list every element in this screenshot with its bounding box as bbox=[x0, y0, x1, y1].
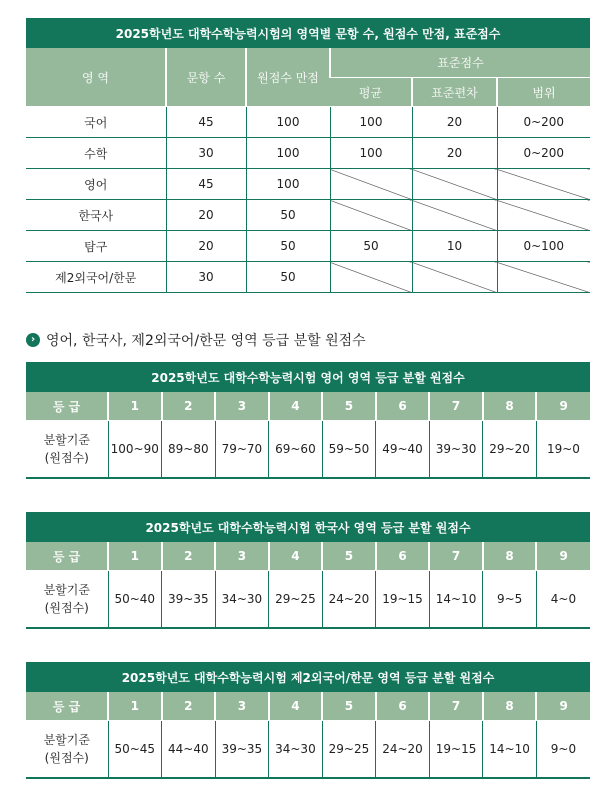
grade-header: 7 bbox=[429, 392, 483, 421]
criteria-sub: (원점수) bbox=[44, 751, 89, 765]
grade-header: 5 bbox=[322, 692, 376, 721]
cell-mean bbox=[330, 262, 412, 293]
cut-cell: 19~15 bbox=[429, 721, 483, 779]
cut-cell: 19~0 bbox=[536, 421, 590, 479]
grade-header: 9 bbox=[536, 692, 590, 721]
cell-max: 50 bbox=[246, 231, 330, 262]
cut-cell: 79~70 bbox=[215, 421, 269, 479]
cell-sd: 10 bbox=[412, 231, 497, 262]
cut-cell: 34~30 bbox=[269, 721, 323, 779]
grade-header: 2 bbox=[162, 692, 216, 721]
grade-header: 1 bbox=[108, 692, 162, 721]
header-area: 영 역 bbox=[26, 48, 166, 107]
header-mean: 평균 bbox=[330, 78, 412, 107]
section-heading bbox=[26, 330, 366, 350]
criteria-text: 분할기준 bbox=[43, 433, 90, 447]
header-sd: 표준편차 bbox=[412, 78, 497, 107]
table-title: 2025학년도 대학수학능력시험 제2외국어/한문 영역 등급 분할 원점수 bbox=[26, 662, 590, 692]
cell-mean: 100 bbox=[330, 138, 412, 169]
cell-max: 50 bbox=[246, 200, 330, 231]
grade-header: 7 bbox=[429, 692, 483, 721]
cell-area: 영어 bbox=[26, 169, 166, 200]
cell-mean bbox=[330, 200, 412, 231]
grade-header: 6 bbox=[376, 542, 430, 571]
cell-items: 45 bbox=[166, 107, 246, 138]
cut-cell: 29~25 bbox=[322, 721, 376, 779]
grade-label: 등 급 bbox=[26, 542, 108, 571]
cell-range bbox=[497, 262, 590, 293]
cut-cell: 39~35 bbox=[215, 721, 269, 779]
criteria-label bbox=[26, 571, 108, 629]
cut-cell: 89~80 bbox=[162, 421, 216, 479]
cell-mean bbox=[330, 169, 412, 200]
criteria-label bbox=[26, 721, 108, 779]
grade-header: 4 bbox=[269, 542, 323, 571]
cut-cell: 50~45 bbox=[108, 721, 162, 779]
cell-area: 제2외국어/한문 bbox=[26, 262, 166, 293]
grade-header: 6 bbox=[376, 392, 430, 421]
cell-sd bbox=[412, 169, 497, 200]
grade-header: 8 bbox=[483, 542, 537, 571]
criteria-text: 분할기준 bbox=[43, 733, 90, 747]
table-title: 2025학년도 대학수학능력시험의 영역별 문항 수, 원점수 만점, 표준점수 bbox=[26, 18, 590, 48]
cut-cell: 39~35 bbox=[162, 571, 216, 629]
cell-sd bbox=[412, 262, 497, 293]
grade-header: 4 bbox=[269, 692, 323, 721]
cell-area: 수학 bbox=[26, 138, 166, 169]
grade-header: 1 bbox=[108, 542, 162, 571]
cell-area: 한국사 bbox=[26, 200, 166, 231]
cut-cell: 29~25 bbox=[269, 571, 323, 629]
grade-header: 3 bbox=[215, 692, 269, 721]
grade-header: 9 bbox=[536, 392, 590, 421]
cut-cell: 24~20 bbox=[322, 571, 376, 629]
cut-cell: 69~60 bbox=[269, 421, 323, 479]
cell-range bbox=[497, 200, 590, 231]
grade-header: 9 bbox=[536, 542, 590, 571]
cell-max: 50 bbox=[246, 262, 330, 293]
grade-header: 4 bbox=[269, 392, 323, 421]
cell-items: 20 bbox=[166, 200, 246, 231]
cut-cell: 50~40 bbox=[108, 571, 162, 629]
table-row bbox=[26, 200, 590, 231]
cut-cell: 14~10 bbox=[429, 571, 483, 629]
cell-sd: 20 bbox=[412, 138, 497, 169]
grade-header: 8 bbox=[483, 692, 537, 721]
cut-cell: 34~30 bbox=[215, 571, 269, 629]
grade-header: 5 bbox=[322, 392, 376, 421]
table-row bbox=[26, 571, 590, 629]
cut-cell: 24~20 bbox=[376, 721, 430, 779]
grade-header: 5 bbox=[322, 542, 376, 571]
cell-range: 0~200 bbox=[497, 107, 590, 138]
cut-cell: 100~90 bbox=[108, 421, 162, 479]
grade-header: 3 bbox=[215, 542, 269, 571]
score-table bbox=[26, 18, 590, 293]
cell-items: 20 bbox=[166, 231, 246, 262]
cut-cell: 9~5 bbox=[483, 571, 537, 629]
grade-header: 3 bbox=[215, 392, 269, 421]
cell-max: 100 bbox=[246, 169, 330, 200]
section-heading-text: 영어, 한국사, 제2외국어/한문 영역 등급 분할 원점수 bbox=[46, 333, 366, 349]
table-row bbox=[26, 231, 590, 262]
criteria-text: 분할기준 bbox=[43, 583, 90, 597]
table-row bbox=[26, 262, 590, 293]
header-range: 범위 bbox=[497, 78, 590, 107]
grade-header: 1 bbox=[108, 392, 162, 421]
cell-sd bbox=[412, 200, 497, 231]
cut-cell: 19~15 bbox=[376, 571, 430, 629]
cut-cell: 14~10 bbox=[483, 721, 537, 779]
grade-table bbox=[26, 362, 590, 479]
cell-sd: 20 bbox=[412, 107, 497, 138]
cut-cell: 49~40 bbox=[376, 421, 430, 479]
cell-range: 0~100 bbox=[497, 231, 590, 262]
grade-label: 등 급 bbox=[26, 392, 108, 421]
cell-items: 30 bbox=[166, 138, 246, 169]
cell-items: 30 bbox=[166, 262, 246, 293]
header-std: 표준점수 bbox=[330, 48, 590, 78]
cut-cell: 39~30 bbox=[429, 421, 483, 479]
table-row bbox=[26, 421, 590, 479]
cut-cell: 59~50 bbox=[322, 421, 376, 479]
criteria-label bbox=[26, 421, 108, 479]
criteria-sub: (원점수) bbox=[44, 451, 89, 465]
cut-cell: 29~20 bbox=[483, 421, 537, 479]
header-items: 문항 수 bbox=[166, 48, 246, 107]
cut-cell: 44~40 bbox=[162, 721, 216, 779]
table-row bbox=[26, 169, 590, 200]
criteria-sub: (원점수) bbox=[44, 601, 89, 615]
grade-header: 2 bbox=[162, 392, 216, 421]
header-max: 원점수 만점 bbox=[246, 48, 330, 107]
grade-header: 6 bbox=[376, 692, 430, 721]
grade-label: 등 급 bbox=[26, 692, 108, 721]
cell-max: 100 bbox=[246, 138, 330, 169]
grade-header: 2 bbox=[162, 542, 216, 571]
cell-mean: 100 bbox=[330, 107, 412, 138]
cell-area: 탐구 bbox=[26, 231, 166, 262]
grade-header: 7 bbox=[429, 542, 483, 571]
cell-mean: 50 bbox=[330, 231, 412, 262]
cell-items: 45 bbox=[166, 169, 246, 200]
grade-header: 8 bbox=[483, 392, 537, 421]
cut-cell: 4~0 bbox=[536, 571, 590, 629]
table-row bbox=[26, 721, 590, 779]
cell-area: 국어 bbox=[26, 107, 166, 138]
cut-cell: 9~0 bbox=[536, 721, 590, 779]
chevron-right-icon: › bbox=[26, 333, 40, 347]
table-row bbox=[26, 138, 590, 169]
cell-max: 100 bbox=[246, 107, 330, 138]
cell-range: 0~200 bbox=[497, 138, 590, 169]
cell-range bbox=[497, 169, 590, 200]
table-title: 2025학년도 대학수학능력시험 영어 영역 등급 분할 원점수 bbox=[26, 362, 590, 392]
grade-table bbox=[26, 662, 590, 779]
grade-table bbox=[26, 512, 590, 629]
table-title: 2025학년도 대학수학능력시험 한국사 영역 등급 분할 원점수 bbox=[26, 512, 590, 542]
table-row bbox=[26, 107, 590, 138]
